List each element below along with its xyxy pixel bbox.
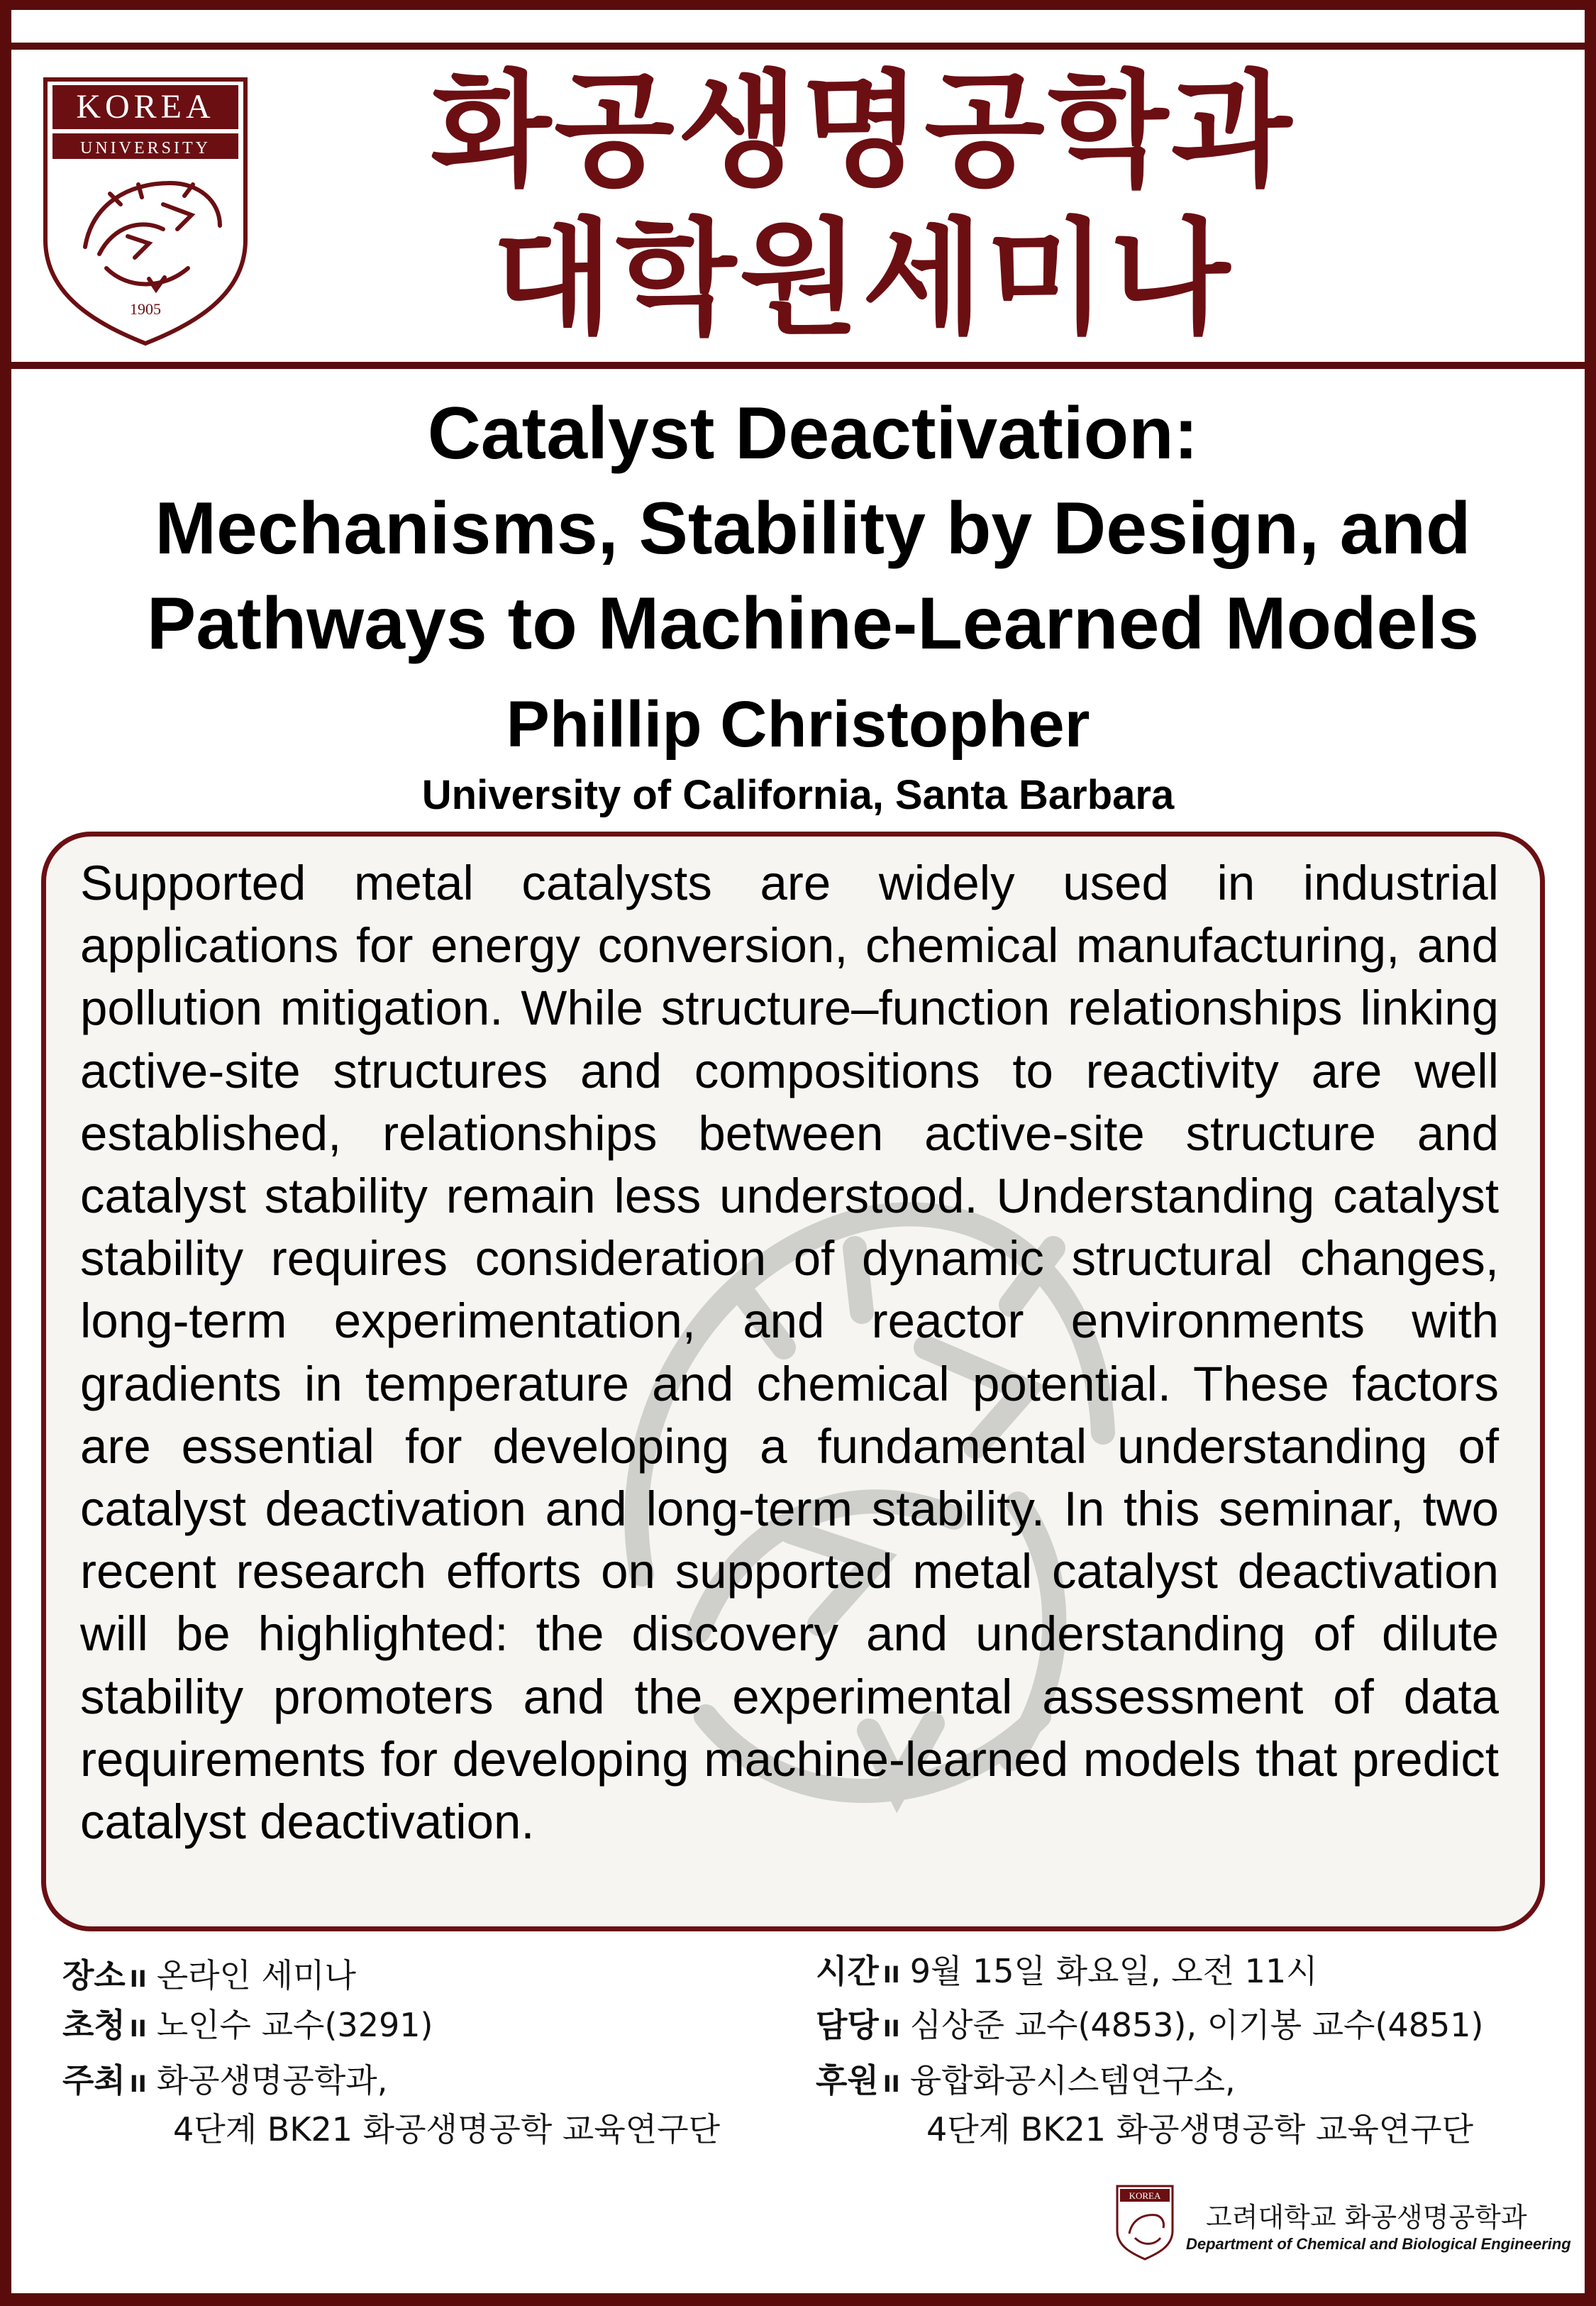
- speaker-name: Phillip Christopher: [506, 688, 1090, 761]
- info-value: 노인수 교수(3291): [156, 2006, 433, 2044]
- info-label: 주최: [62, 2061, 126, 2100]
- svg-text:KOREA: KOREA: [1129, 2190, 1161, 2201]
- abstract-panel: [41, 832, 1545, 1931]
- footer-department-en: Department of Chemical and Biological Engineering: [1186, 2235, 1571, 2253]
- talk-title: [40, 386, 1586, 671]
- info-value: 4단계 BK21 화공생명공학 교육연구단: [926, 2110, 1474, 2148]
- info-host: [62, 2002, 433, 2051]
- info-time: [816, 1948, 1318, 1997]
- info-value: 화공생명공학과,: [156, 2061, 388, 2100]
- separator-icon: II: [129, 2015, 147, 2042]
- talk-title-line: Mechanisms, Stability by Design, and: [155, 487, 1471, 570]
- info-place: [62, 1953, 356, 2002]
- department-title: 화공생명공학과: [430, 58, 1295, 204]
- footer-university-logo: [1115, 2184, 1175, 2261]
- talk-title-line: Catalyst Deactivation:: [427, 392, 1199, 475]
- info-organizer: [62, 2058, 720, 2152]
- top-rule: [11, 43, 1585, 50]
- info-value: 융합화공시스템연구소,: [909, 2061, 1236, 2100]
- info-label: 시간: [816, 1952, 879, 1990]
- info-contact: [816, 2002, 1483, 2051]
- abstract-text: Supported metal catalysts are widely used in industrial applications for energy conversion, chemical manufacturing, and pollution mitigation. While structure–function relationships linking active-site structures and compositions to reactivity are well established, relationships between active-site structure and catalyst stability remain less understood. Understanding catalyst stability requires consideration of dynamic structural changes, long-term experimentation, and reactor environments with gradients in temperature and chemical potential. These factors are essential for developing a fundamental understanding of catalyst deactivation and long-term stability. In this seminar, two recent research efforts on supported metal catalyst deactivation will be highlighted: the discovery and understanding of dilute stability promoters and the experimental assessment of data requirements for developing machine-learned models that predict catalyst deactivation.: [80, 856, 1499, 1850]
- footer-department-kr: 고려대학교 화공생명공학과: [1206, 2202, 1527, 2233]
- info-label: 초청: [62, 2006, 126, 2044]
- separator-icon: II: [129, 1965, 147, 1992]
- svg-text:UNIVERSITY: UNIVERSITY: [80, 139, 211, 158]
- info-value: 9월 15일 화요일, 오전 11시: [909, 1952, 1318, 1990]
- svg-text:KOREA: KOREA: [76, 88, 215, 126]
- separator-icon: II: [882, 1961, 900, 1988]
- info-sponsor: [816, 2058, 1473, 2152]
- info-value: 4단계 BK21 화공생명공학 교육연구단: [173, 2110, 721, 2148]
- seminar-title: 대학원세미나: [492, 206, 1234, 351]
- svg-text:1905: 1905: [130, 300, 161, 318]
- korea-university-logo: [43, 77, 248, 346]
- info-value: 심상준 교수(4853), 이기봉 교수(4851): [909, 2006, 1484, 2044]
- separator-icon: II: [129, 2070, 147, 2097]
- poster-header: [11, 50, 1585, 369]
- info-label: 장소: [62, 1956, 126, 1995]
- separator-icon: II: [882, 2015, 900, 2042]
- info-label: 담당: [816, 2006, 879, 2044]
- info-label: 후원: [816, 2061, 879, 2100]
- separator-icon: II: [882, 2070, 900, 2097]
- info-value: 온라인 세미나: [156, 1956, 356, 1995]
- talk-title-line: Pathways to Machine-Learned Models: [146, 583, 1480, 665]
- speaker-affiliation: University of California, Santa Barbara: [421, 772, 1175, 818]
